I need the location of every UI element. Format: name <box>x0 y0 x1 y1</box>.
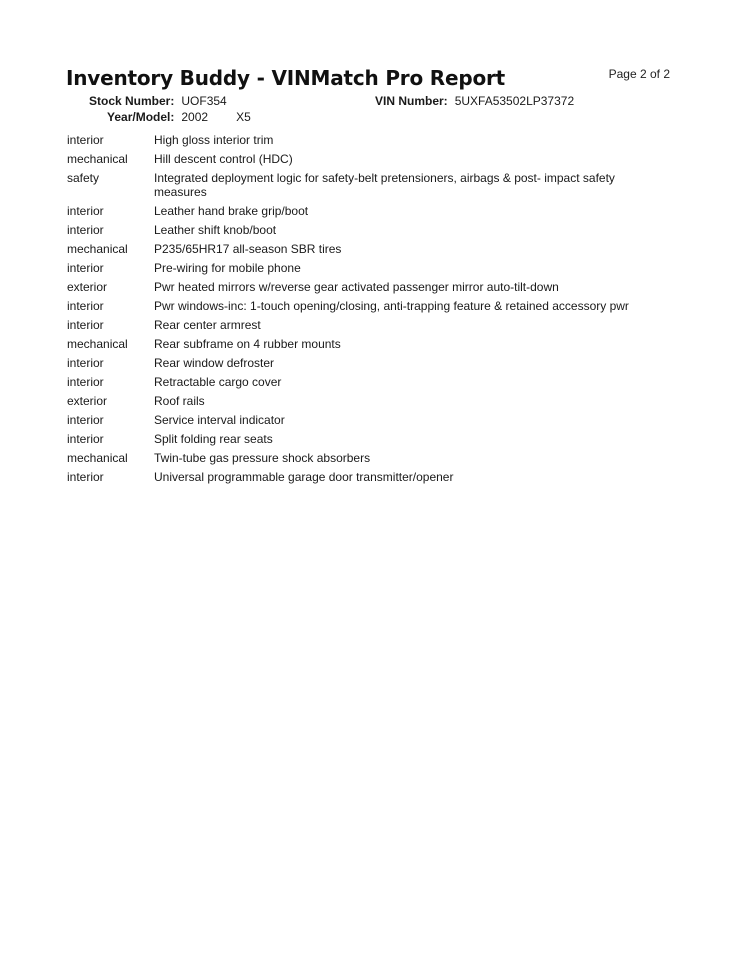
table-row <box>67 280 647 299</box>
table-row <box>67 133 647 152</box>
vin-number-value: 5UXFA53502LP37372 <box>454 94 575 108</box>
feature-description: P235/65HR17 all-season SBR tires <box>154 242 342 256</box>
year-value: 2002 <box>181 110 209 124</box>
table-row <box>67 261 647 280</box>
feature-category: interior <box>67 356 104 370</box>
feature-description: Hill descent control (HDC) <box>154 152 293 166</box>
report-title: Inventory Buddy - VINMatch Pro Report <box>66 66 506 90</box>
table-row <box>67 432 647 451</box>
feature-category: mechanical <box>67 337 128 351</box>
feature-description: Pwr heated mirrors w/reverse gear activated passenger mirror auto-tilt-down <box>154 280 559 294</box>
vin-number-row <box>375 94 574 108</box>
table-row <box>67 413 647 432</box>
feature-description: Integrated deployment logic for safety-belt pretensioners, airbags & post- impact safety measures <box>154 171 615 199</box>
feature-description: Rear center armrest <box>154 318 261 332</box>
year-model-row <box>107 110 251 124</box>
table-row <box>67 394 647 413</box>
feature-description: High gloss interior trim <box>154 133 274 147</box>
table-row <box>67 223 647 242</box>
feature-description: Rear subframe on 4 rubber mounts <box>154 337 341 351</box>
table-row <box>67 470 647 489</box>
feature-description: Retractable cargo cover <box>154 375 282 389</box>
feature-description: Split folding rear seats <box>154 432 273 446</box>
table-row <box>67 337 647 356</box>
feature-category: interior <box>67 223 104 237</box>
feature-category: interior <box>67 261 104 275</box>
feature-category: exterior <box>67 280 108 294</box>
feature-description: Leather hand brake grip/boot <box>154 204 309 218</box>
year-model-label: Year/Model: <box>107 110 175 124</box>
feature-category: interior <box>67 204 104 218</box>
model-value: X5 <box>236 110 251 124</box>
table-row <box>67 451 647 470</box>
feature-category: interior <box>67 318 104 332</box>
vin-number-label: VIN Number: <box>375 94 448 108</box>
table-row <box>67 152 647 171</box>
stock-number-row <box>89 94 227 108</box>
feature-category: safety <box>67 171 100 185</box>
feature-category: interior <box>67 375 104 389</box>
table-row <box>67 356 647 375</box>
stock-number-value: UOF354 <box>181 94 227 108</box>
feature-category: interior <box>67 133 104 147</box>
feature-description: Service interval indicator <box>154 413 285 427</box>
feature-category: mechanical <box>67 451 128 465</box>
table-row <box>67 204 647 223</box>
feature-category: interior <box>67 470 104 484</box>
table-row <box>67 318 647 337</box>
feature-category: mechanical <box>67 242 128 256</box>
stock-number-label: Stock Number: <box>89 94 175 108</box>
feature-description: Pwr windows-inc: 1-touch opening/closing, anti-trapping feature & retained accessory pwr <box>154 299 629 313</box>
feature-description: Roof rails <box>154 394 205 408</box>
feature-category: exterior <box>67 394 108 408</box>
feature-category: interior <box>67 432 104 446</box>
feature-category: interior <box>67 413 104 427</box>
table-row <box>67 375 647 394</box>
table-row <box>67 242 647 261</box>
feature-category: interior <box>67 299 104 313</box>
feature-description: Pre-wiring for mobile phone <box>154 261 301 275</box>
feature-description: Universal programmable garage door transmitter/opener <box>154 470 454 484</box>
feature-table <box>67 133 647 489</box>
feature-table-body <box>67 133 647 489</box>
feature-category: mechanical <box>67 152 128 166</box>
feature-description: Twin-tube gas pressure shock absorbers <box>154 451 371 465</box>
table-row <box>67 171 647 204</box>
feature-description: Rear window defroster <box>154 356 275 370</box>
table-row <box>67 299 647 318</box>
page-number: Page 2 of 2 <box>608 67 670 81</box>
feature-description: Leather shift knob/boot <box>154 223 277 237</box>
